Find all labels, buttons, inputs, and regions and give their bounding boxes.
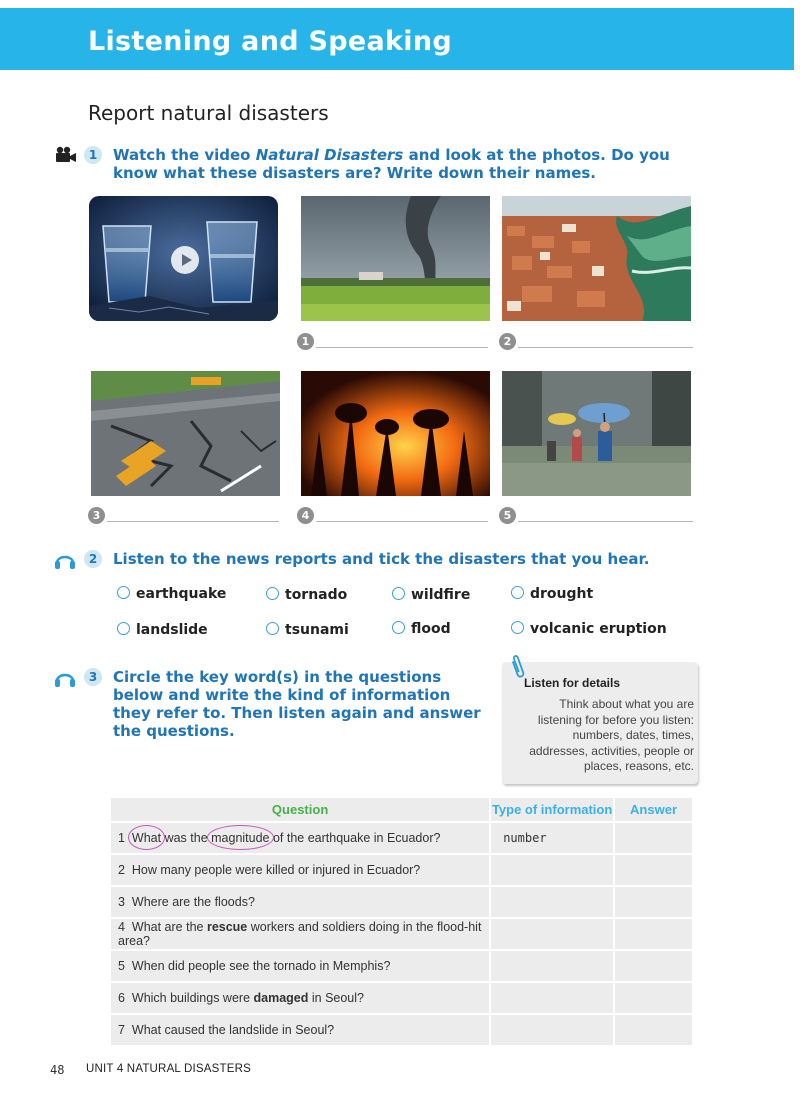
type-cell[interactable] xyxy=(490,1014,614,1045)
header-question: Question xyxy=(111,798,490,822)
option-flood[interactable]: flood xyxy=(392,621,451,637)
tip-box xyxy=(502,662,698,784)
photo-tornado xyxy=(301,196,490,321)
answer-cell[interactable] xyxy=(614,1014,693,1045)
answer-line-5[interactable] xyxy=(518,521,693,522)
question-cell: 6 Which buildings were damaged in Seoul? xyxy=(111,982,490,1014)
tick-circle[interactable] xyxy=(511,621,524,634)
question-cell: 5 When did people see the tornado in Memphis? xyxy=(111,950,490,982)
answer-line-1[interactable] xyxy=(316,347,488,348)
exercise-2-number: 2 xyxy=(84,550,102,568)
option-earthquake[interactable]: earthquake xyxy=(117,586,226,602)
table-row xyxy=(111,918,693,950)
section-title: Report natural disasters xyxy=(88,101,329,125)
photo-earthquake-road xyxy=(91,371,280,496)
type-cell[interactable] xyxy=(490,886,614,918)
option-tsunami[interactable]: tsunami xyxy=(266,622,349,638)
photo-number-4: 4 xyxy=(297,507,314,524)
type-cell[interactable] xyxy=(490,950,614,982)
question-cell: 4 What are the rescue workers and soldiers doing in the flood-hit area? xyxy=(111,918,490,950)
answer-line-3[interactable] xyxy=(107,521,279,522)
table-row xyxy=(111,822,693,854)
tick-circle[interactable] xyxy=(266,587,279,600)
exercise-3-instruction: Circle the key word(s) in the questions below and write the kind of information they refer to. Then listen again and answer the questions. xyxy=(113,668,481,740)
video-thumbnail[interactable] xyxy=(89,196,278,321)
exercise-2-instruction: Listen to the news reports and tick the disasters that you hear. xyxy=(113,550,650,568)
tick-circle[interactable] xyxy=(266,622,279,635)
page-number: 48 xyxy=(50,1063,65,1077)
photo-wildfire xyxy=(301,371,490,496)
circle-mark xyxy=(207,825,273,850)
questions-table xyxy=(111,798,694,1045)
option-drought[interactable]: drought xyxy=(511,586,593,602)
tick-circle[interactable] xyxy=(117,622,130,635)
tip-title: Listen for details xyxy=(524,676,621,690)
answer-cell[interactable] xyxy=(614,822,693,854)
header-answer: Answer xyxy=(614,798,693,822)
type-cell[interactable]: number xyxy=(490,822,614,854)
answer-line-2[interactable] xyxy=(518,347,693,348)
header-type: Type of information xyxy=(490,798,614,822)
exercise-3-number: 3 xyxy=(84,668,102,686)
table-row xyxy=(111,886,693,918)
table-row xyxy=(111,854,693,886)
answer-cell[interactable] xyxy=(614,854,693,886)
answer-line-4[interactable] xyxy=(316,521,488,522)
table-row xyxy=(111,982,693,1014)
tip-body: Think about what you are listening for before you listen: numbers, dates, times, addresses, activities, people or places, reasons, etc. xyxy=(529,697,694,773)
circled-keyword: What xyxy=(132,831,161,845)
question-cell: 3 Where are the floods? xyxy=(111,886,490,918)
tick-circle[interactable] xyxy=(511,586,524,599)
option-tornado[interactable]: tornado xyxy=(266,587,347,603)
question-cell: 7 What caused the landslide in Seoul? xyxy=(111,1014,490,1045)
table-row xyxy=(111,950,693,982)
answer-cell[interactable] xyxy=(614,950,693,982)
answer-cell[interactable] xyxy=(614,886,693,918)
question-cell: 2 How many people were killed or injured in Ecuador? xyxy=(111,854,490,886)
type-cell[interactable] xyxy=(490,982,614,1014)
type-cell[interactable] xyxy=(490,854,614,886)
option-landslide[interactable]: landslide xyxy=(117,622,208,638)
exercise-1-instruction: Watch the video Natural Disasters and look at the photos. Do you know what these disasters are? Write down their names. xyxy=(113,146,670,182)
circled-keyword: magnitude xyxy=(211,831,269,845)
option-wildfire[interactable]: wildfire xyxy=(392,587,470,603)
video-title: Natural Disasters xyxy=(255,146,404,164)
photo-number-3: 3 xyxy=(88,507,105,524)
table-row xyxy=(111,1014,693,1045)
photo-tsunami xyxy=(502,196,691,321)
headphones-icon xyxy=(54,550,76,575)
page-title: Listening and Speaking xyxy=(88,26,453,57)
headphones-icon xyxy=(54,668,76,693)
unit-label: UNIT 4 NATURAL DISASTERS xyxy=(86,1063,251,1075)
photo-number-2: 2 xyxy=(499,333,516,350)
tick-circle[interactable] xyxy=(392,621,405,634)
tick-circle[interactable] xyxy=(392,587,405,600)
play-icon[interactable] xyxy=(171,246,199,274)
paperclip-icon xyxy=(510,654,526,685)
photo-number-5: 5 xyxy=(499,507,516,524)
table-header-row xyxy=(111,798,693,822)
photo-flood xyxy=(502,371,691,496)
video-camera-icon xyxy=(54,146,78,169)
answer-cell[interactable] xyxy=(614,982,693,1014)
option-volcanic-eruption[interactable]: volcanic eruption xyxy=(511,621,667,637)
type-cell[interactable] xyxy=(490,918,614,950)
tick-circle[interactable] xyxy=(117,586,130,599)
photo-number-1: 1 xyxy=(297,333,314,350)
answer-cell[interactable] xyxy=(614,918,693,950)
exercise-1-number: 1 xyxy=(84,146,102,164)
question-cell: 1 What was the magnitude of the earthquake in Ecuador? xyxy=(111,822,490,854)
circle-mark xyxy=(128,825,165,850)
